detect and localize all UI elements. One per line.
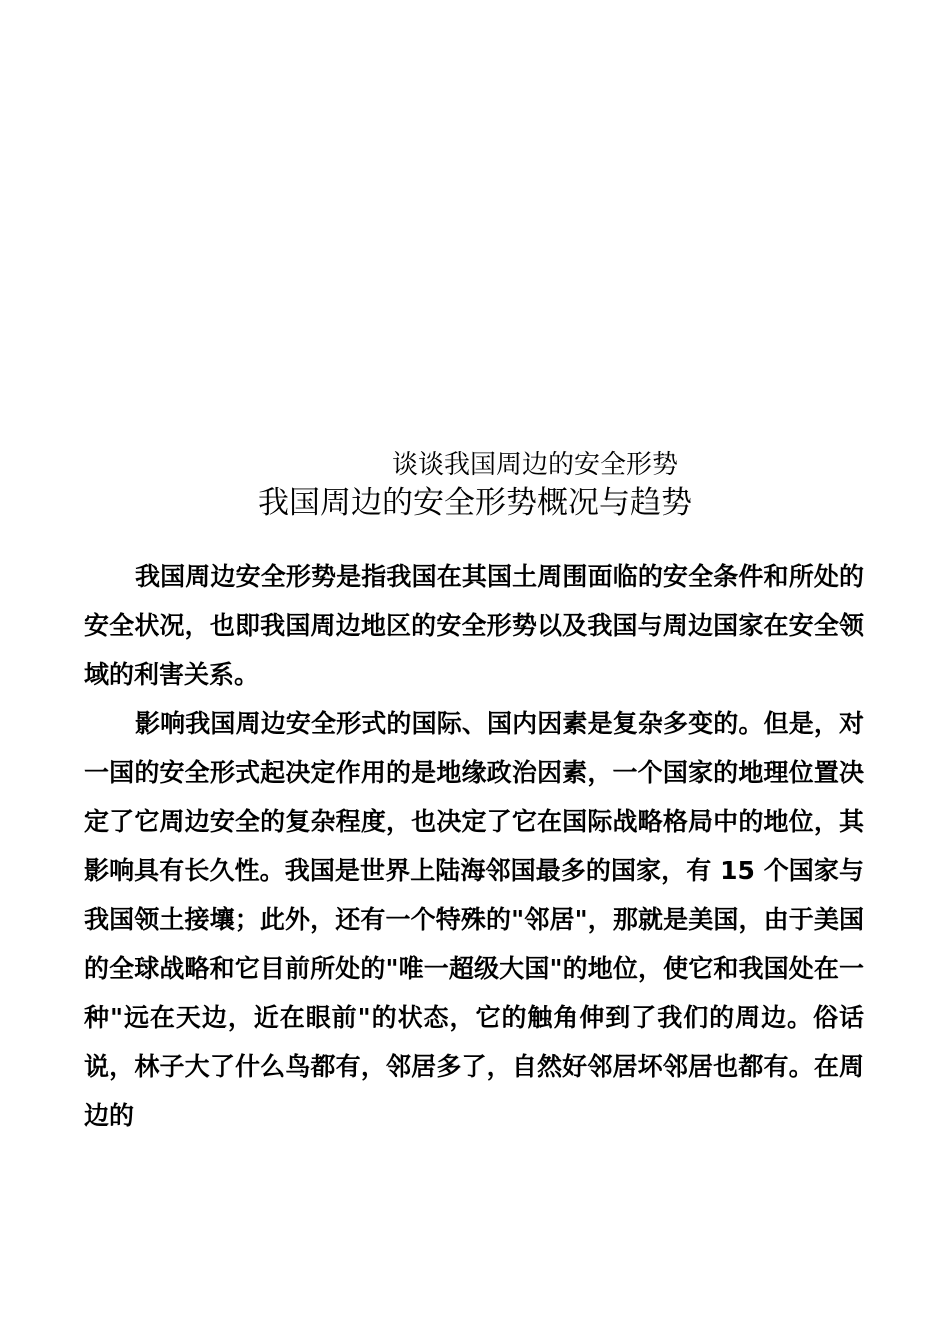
document-body bbox=[84, 552, 864, 1140]
document-title: 谈谈我国周边的安全形势 bbox=[391, 450, 678, 480]
paragraph: 影响我国周边安全形式的国际、国内因素是复杂多变的。但是，对一国的安全形式起决定作用的是地缘政治因素，一个国家的地理位置决定了它周边安全的复杂程度，也决定了它在国际战略格局中的地位，其影响具有长久性。我国是世界上陆海邻国最多的国家，有 15 个国家与我国领土接壤；此外，还有一个特殊的"邻居"，那就是美国，由于美国的全球战略和它目前所处的"唯一超级大国"的地位，使它和我国处在一种"远在天边，近在眼前"的状态，它的触角伸到了我们的周边。俗话说，林子大了什么鸟都有，邻居多了，自然好邻居坏邻居也都有。在周边的 bbox=[84, 709, 864, 1130]
document-subtitle: 我国周边的安全形势概况与趋势 bbox=[258, 485, 692, 521]
paragraph: 我国周边安全形势是指我国在其国土周围面临的安全条件和所处的安全状况，也即我国周边地区的安全形势以及我国与周边国家在安全领域的利害关系。 bbox=[84, 562, 864, 689]
